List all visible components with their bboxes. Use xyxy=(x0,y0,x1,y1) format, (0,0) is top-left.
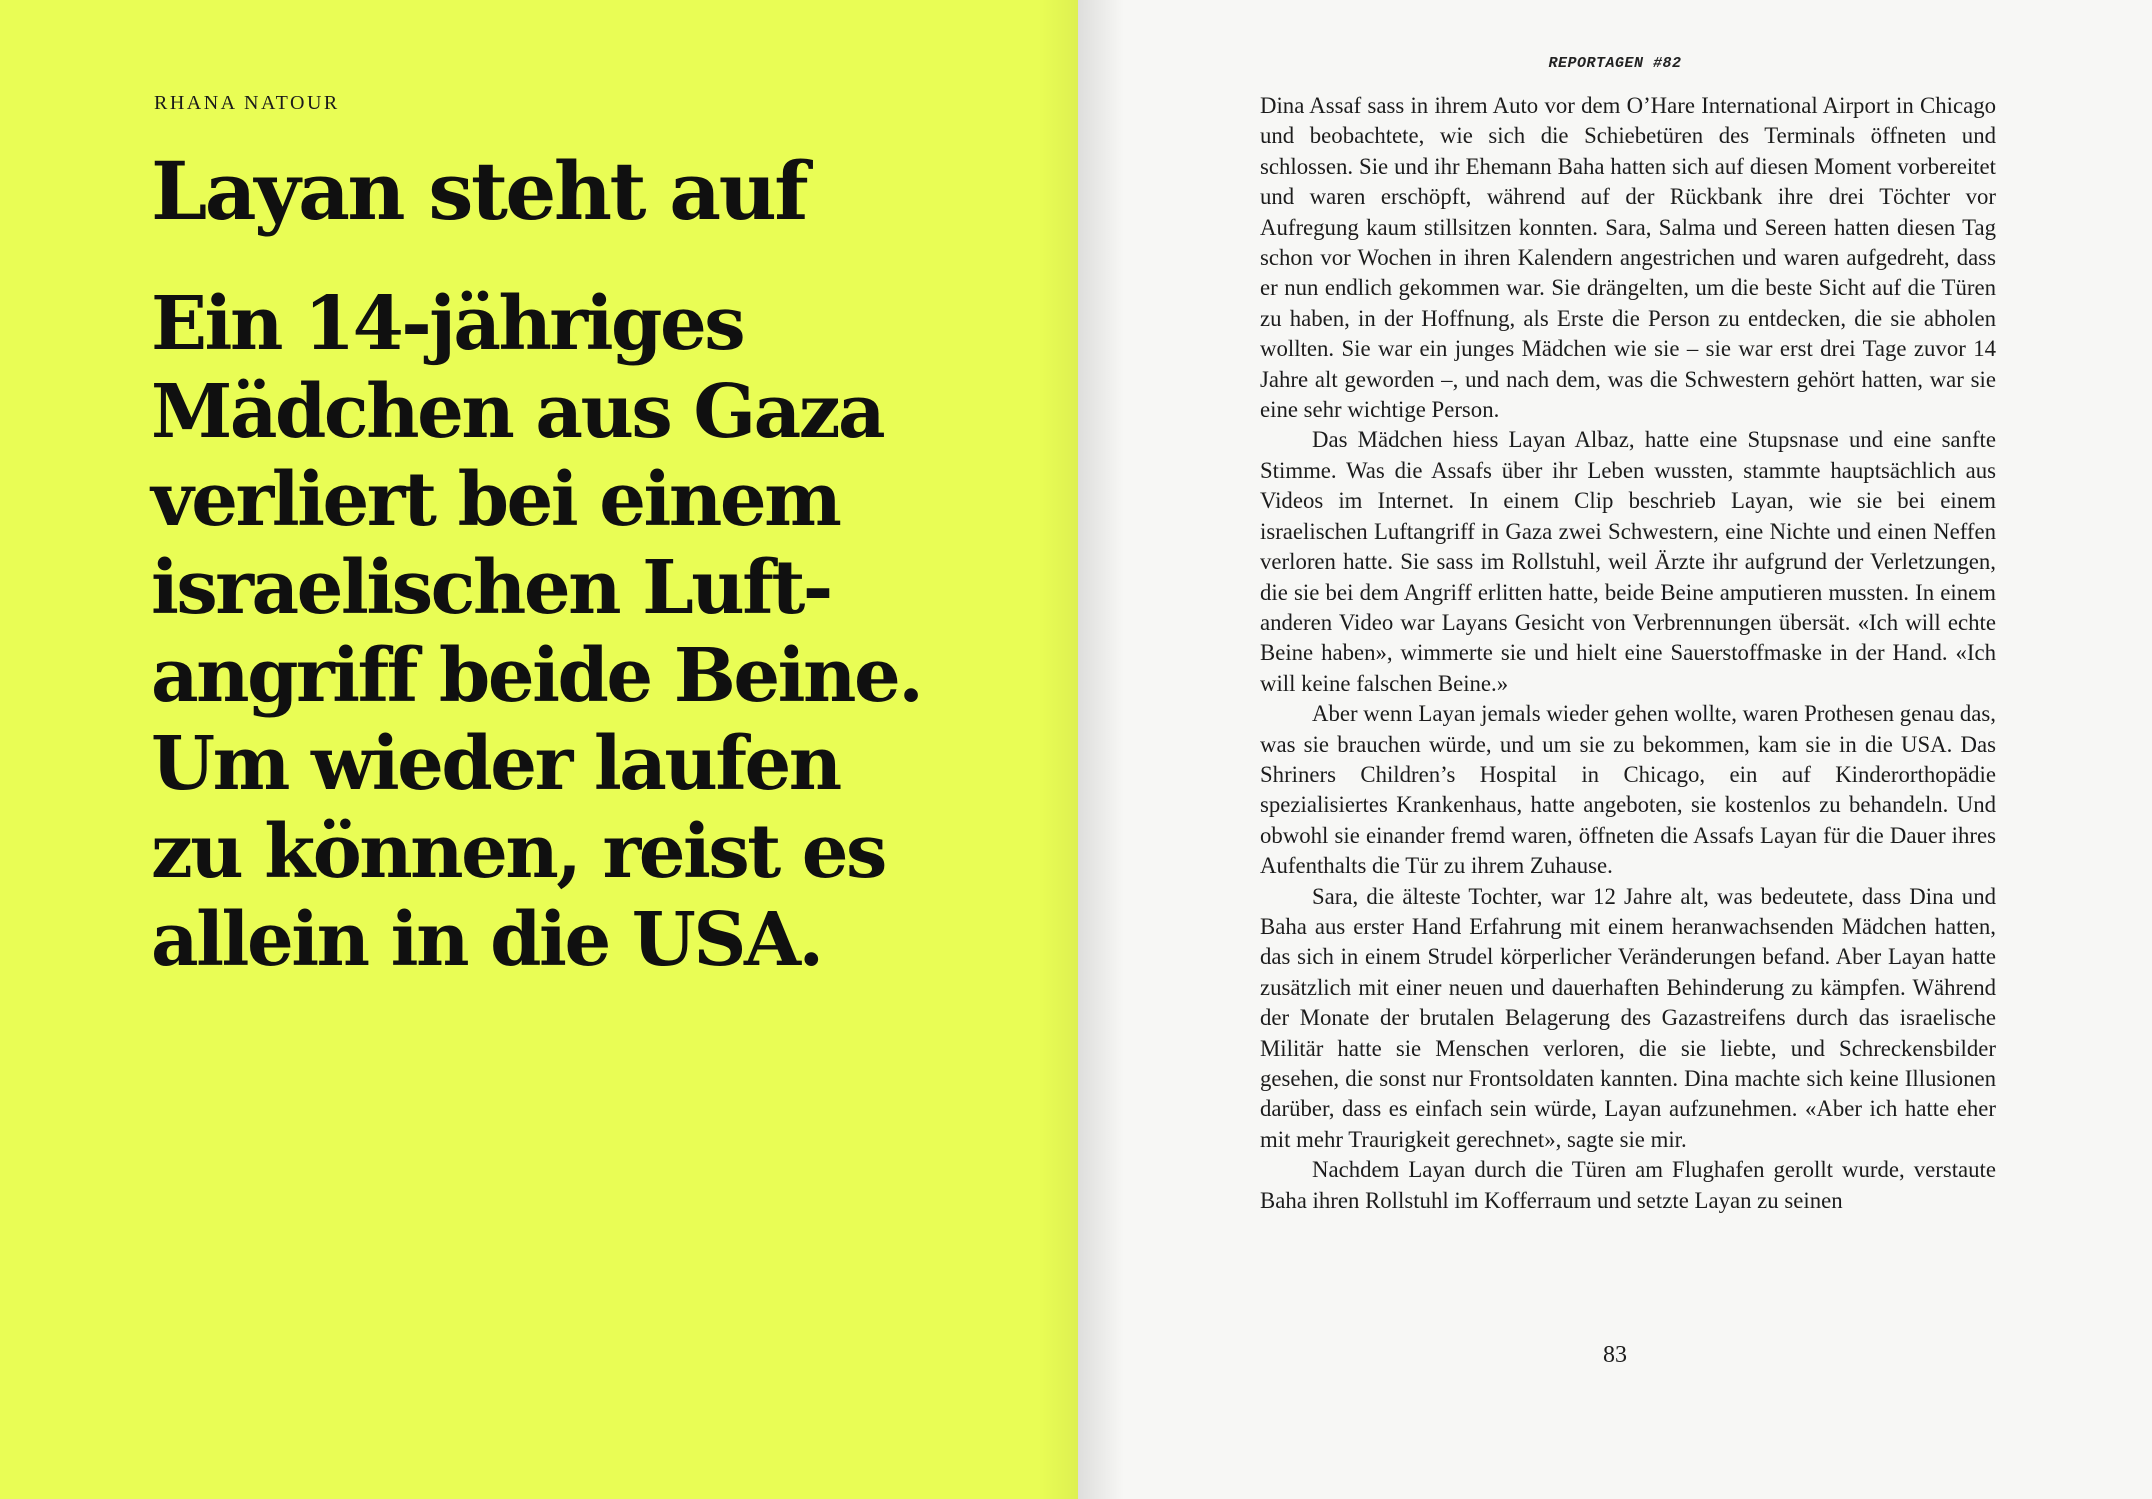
lede-line: angriff beide Beine. xyxy=(151,633,922,719)
lede-line: Ein 14-jähriges xyxy=(151,281,744,367)
body-paragraph: Nachdem Layan durch die Türen am Flughafen gerollt wurde, verstaute Baha ihren Rollstuhl im Kofferraum und setzte Layan zu seinen xyxy=(1260,1157,1996,1213)
lede-line: zu können, reist es xyxy=(151,809,885,895)
body-paragraph: Aber wenn Layan jemals wieder gehen wollte, waren Prothesen genau das, was sie brauchen würde, und um sie zu bekommen, kam sie in die USA. Das Shriners Children’s Hospital in Chicago, ein auf Kinderorthopädie spezialisiertes Krankenhaus, hatte angeboten, sie kostenlos zu behandeln. Und obwohl sie einander fremd waren, öffneten die Assafs Layan für die Dauer ihres Aufenthalts die Tür zu ihrem Zuhause. xyxy=(1260,701,1996,879)
body-paragraph: Sara, die älteste Tochter, war 12 Jahre alt, was bedeutete, dass Dina und Baha aus erster Hand Erfahrung mit einem heranwachsenden Mädchen hatten, das sich in einem Strudel körperlicher Veränderungen befand. Aber Layan hatte zusätzlich mit einer neuen und dauerhaften Behinderung zu kämpfen. Während der Monate der brutalen Belagerung des Gazastreifens durch das israelische Militär hatte sie Menschen verloren, die sie liebte, und Schreckensbilder gesehen, die sonst nur Frontsoldaten kannten. Dina machte sich keine Illusionen darüber, dass es einfach sein würde, Layan aufzunehmen. «Aber ich hatte eher mit mehr Traurigkeit gerechnet», sagte sie mir. xyxy=(1260,883,1996,1152)
body-paragraph: Dina Assaf sass in ihrem Auto vor dem O’Hare International Airport in Chicago und beobachtete, wie sich die Schiebetüren des Terminals öffneten und schlossen. Sie und ihr Ehemann Baha hatten sich auf diesen Moment vorbereitet und waren erschöpft, während auf der Rückbank ihre drei Töchter vor Aufregung kaum stillsitzen konnten. Sara, Salma und Sereen hatten diesen Tag schon vor Wochen in ihren Kalendern angestrichen und waren aufgedreht, dass er nun endlich gekommen war. Sie drängelten, um die beste Sicht auf die Türen zu haben, in der Hoffnung, als Erste die Person zu entdecken, die sie abholen wollten. Sie war ein junges Mädchen wie sie – sie war erst drei Tage zuvor 14 Jahre alt geworden –, und nach dem, was die Schwestern gehört hatten, war sie eine sehr wichtige Person. xyxy=(1260,93,1996,423)
running-head: REPORTAGEN #82 xyxy=(1548,55,1682,72)
body-paragraph: Das Mädchen hiess Layan Albaz, hatte eine Stupsnase und eine sanfte Stimme. Was die Assafs über ihr Leben wussten, stammte hauptsächlich aus Videos im Internet. In einem Clip beschrieb Layan, wie sie bei einem israelischen Luftangriff in Gaza zwei Schwestern, eine Nichte und einen Neffen verloren hatte. Sie sass im Rollstuhl, weil Ärzte ihr aufgrund der Verletzungen, die sie bei dem Angriff erlitten hatte, beide Beine amputieren mussten. In einem anderen Video war Layans Gesicht von Verbrennungen übersät. «Ich will echte Beine haben», wimmerte sie und hielt eine Sauerstoffmaske in der Hand. «Ich will keine falschen Beine.» xyxy=(1260,427,1996,696)
author-name: RHANA NATOUR xyxy=(154,92,340,114)
article-title: Layan steht auf xyxy=(151,144,807,238)
article-lede xyxy=(151,280,1051,984)
lede-line: israelischen Luft- xyxy=(151,545,831,631)
lede-line: Um wieder laufen xyxy=(151,721,840,807)
lede-line: Mädchen aus Gaza xyxy=(151,369,884,455)
lede-line: verliert bei einem xyxy=(151,457,840,543)
body-text xyxy=(1260,91,1996,1216)
right-page xyxy=(1078,0,2152,1499)
page-number: 83 xyxy=(1603,1342,1627,1368)
lede-line: allein in die USA. xyxy=(151,897,822,983)
